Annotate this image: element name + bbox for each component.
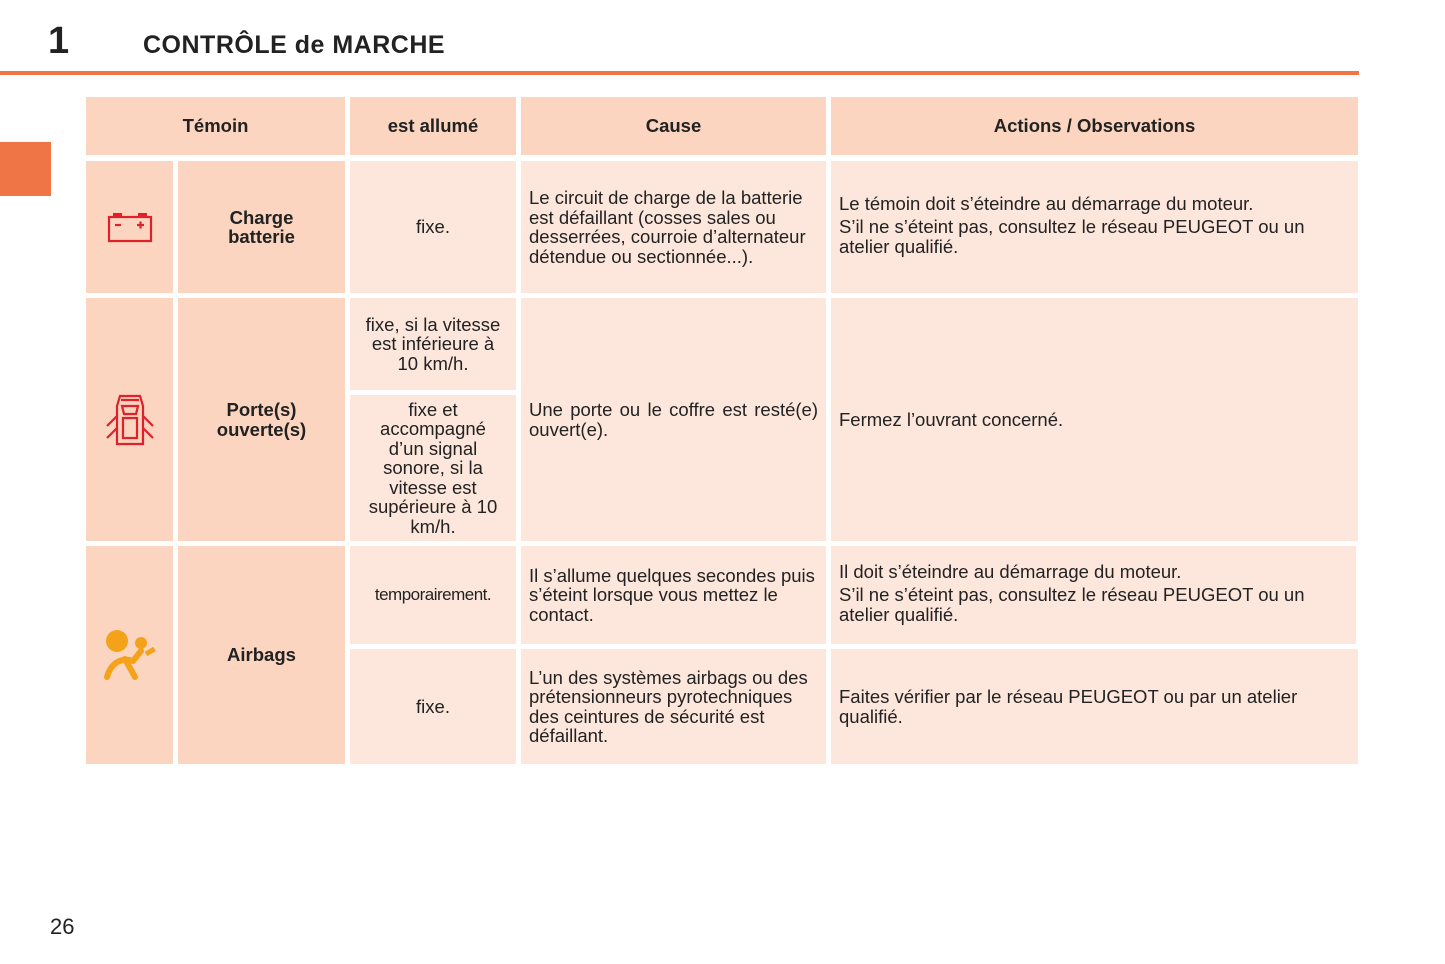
battery-icon xyxy=(107,211,153,243)
row-label: Charge batterie xyxy=(178,161,345,293)
row-cause-a: Il s’allume quelques secondes puis s’éteint lorsque vous mettez le contact. xyxy=(521,546,826,644)
airbag-icon xyxy=(103,629,157,681)
row-actions xyxy=(831,161,1358,293)
row-state-b: fixe et accompagné d’un signal sonore, si la vitesse est supérieure à 10 km/h. xyxy=(350,395,516,541)
row-state-a: fixe, si la vitesse est inférieure à 10 km/h. xyxy=(350,298,516,390)
action-text: Le témoin doit s’éteindre au démarrage du moteur. xyxy=(839,192,1254,214)
page-title: CONTRÔLE de MARCHE xyxy=(143,31,446,59)
row-label: Porte(s) ouverte(s) xyxy=(178,298,345,541)
chapter-tab xyxy=(0,142,51,196)
header-rule xyxy=(0,71,1359,75)
battery-icon-cell xyxy=(86,161,173,293)
header-est-allume: est allumé xyxy=(350,97,516,155)
header-actions: Actions / Observations xyxy=(831,97,1358,155)
header-cause: Cause xyxy=(521,97,826,155)
row-state-b: fixe. xyxy=(350,649,516,764)
door-icon-cell xyxy=(86,298,173,541)
chapter-number: 1 xyxy=(48,20,70,62)
action-text: S’il ne s’éteint pas, consultez le réseau PEUGEOT ou un atelier qualifié. xyxy=(839,216,1305,257)
header-temoin: Témoin xyxy=(86,97,345,155)
row-state: fixe. xyxy=(350,161,516,293)
action-text: Il doit s’éteindre au démarrage du moteur. xyxy=(839,560,1182,582)
page-number: 26 xyxy=(50,914,75,939)
row-label: Airbags xyxy=(178,546,345,764)
row-cause: Une porte ou le coffre est resté(e) ouvert(e). xyxy=(521,298,826,541)
row-cause-b: L’un des systèmes airbags ou des prétensionneurs pyrotechniques des ceintures de sécurité est défaillant. xyxy=(521,649,826,764)
row-state-a: temporairement. xyxy=(350,546,516,644)
airbag-icon-cell xyxy=(86,546,173,764)
row-actions-b: Faites vérifier par le réseau PEUGEOT ou par un atelier qualifié. xyxy=(831,649,1358,764)
row-actions: Fermez l’ouvrant concerné. xyxy=(831,298,1358,541)
door-open-icon xyxy=(105,392,155,448)
row-cause: Le circuit de charge de la batterie est défaillant (cosses sales ou desserrées, courroie d’alternateur détendue ou sectionnée...). xyxy=(521,161,826,293)
action-text: S’il ne s’éteint pas, consultez le réseau PEUGEOT ou un atelier qualifié. xyxy=(839,584,1305,625)
row-actions-a xyxy=(831,546,1356,644)
